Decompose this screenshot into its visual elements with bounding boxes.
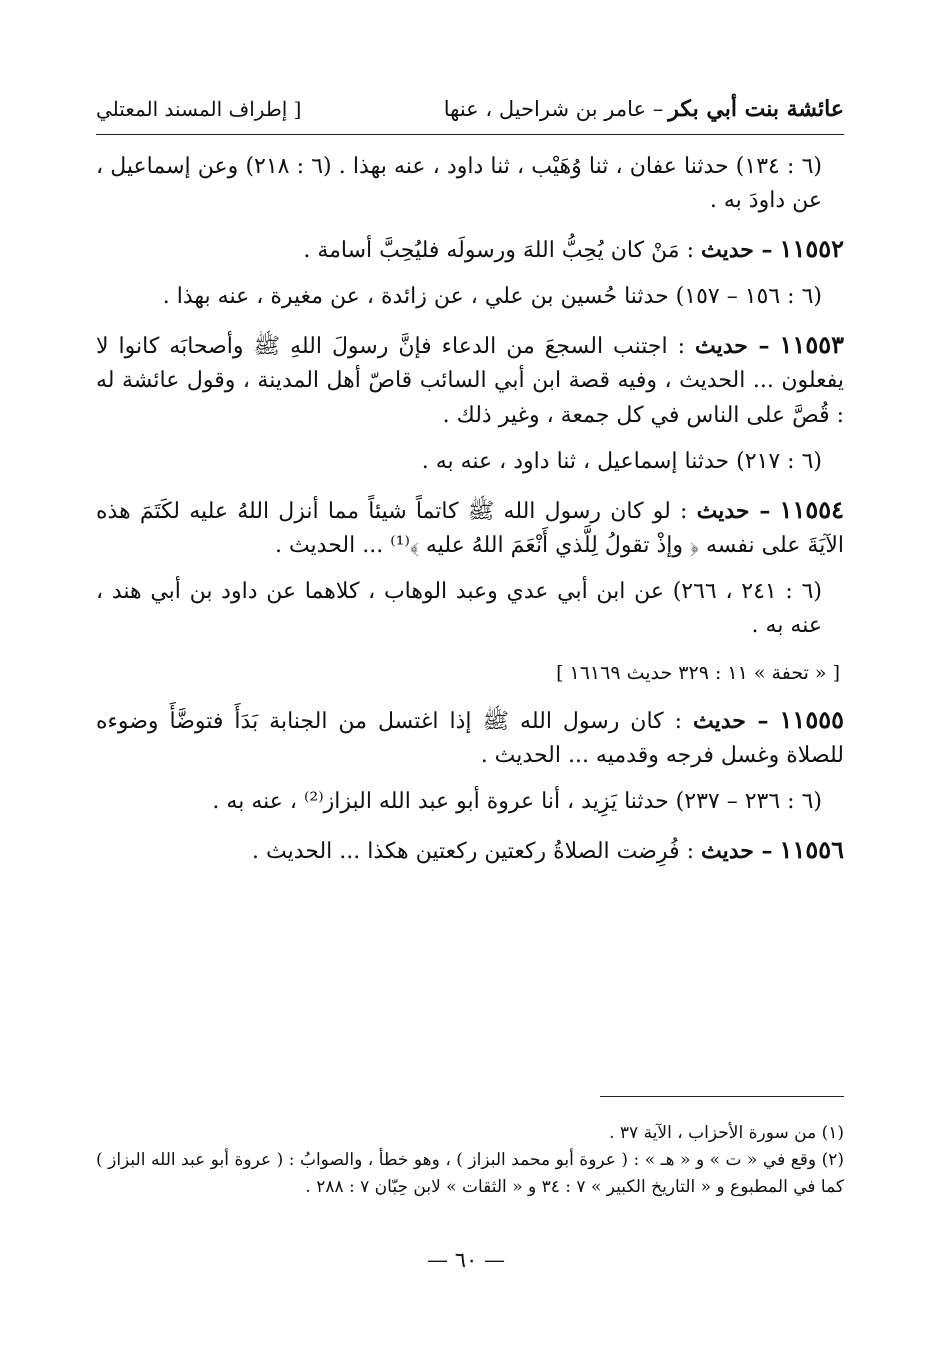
- isnad-line: (٦ : ١٣٤) حدثنا عفان ، ثنا وُهَيْب ، ثنا داود ، عنه بهذا . (٦ : ٢١٨) وعن إسماعيل ، عن داودَ به .: [96, 154, 822, 214]
- isnad-line: (٦ : ٢٣٦ – ٢٣٧) حدثنا يَزِيد ، أنا عروة أبو عبد الله البزاز⁽²⁾ ، عنه به .: [212, 788, 822, 814]
- footnote: (١) من سورة الأحزاب ، الآية ٣٧ .: [609, 1123, 844, 1143]
- page-body: [96, 150, 844, 869]
- hadith-label: – حديث: [701, 837, 773, 864]
- running-header: [96, 96, 844, 132]
- header-title: عائشة بنت أبي بكر: [668, 96, 844, 122]
- hadith-text: : لو كان رسول الله ﷺ كاتماً شيئاً مما أنزل اللهُ عليه لكَتَمَ هذه الآيَةَ على نفسه ﴿ وإذْ تقولُ لِلَّذي أَنْعَمَ اللهُ عليه ﴾⁽¹⁾ ... الحديث .: [96, 498, 844, 558]
- hadith-text: : كان رسول الله ﷺ إذا اغتسل من الجنابة بَدَأَ فتوضَّأَ وضوءه للصلاة وغسل فرجه وقدميه ... الحديث .: [96, 708, 844, 768]
- header-book-title: [ إطراف المسند المعتلي: [96, 97, 302, 121]
- hadith-entry: [96, 491, 844, 563]
- hadith-number: ١١٥٥٤: [779, 494, 844, 524]
- hadith-number: ١١٥٥٣: [779, 330, 844, 360]
- page-number: — ٦٠ —: [427, 1248, 505, 1272]
- footnotes: [96, 1120, 844, 1202]
- tuhfa-reference: [ « تحفة » ١١ : ٣٢٩ حديث ١٦١٦٩ ]: [556, 662, 840, 685]
- hadith-label: – حديث: [693, 707, 769, 734]
- header-subtitle: – عامر بن شراحيل ، عنها: [443, 97, 664, 121]
- hadith-number: ١١٥٥٢: [779, 234, 844, 264]
- isnad-line: (٦ : ١٥٦ – ١٥٧) حدثنا حُسين بن علي ، عن زائدة ، عن مغيرة ، عنه بهذا .: [162, 284, 822, 310]
- hadith-label: – حديث: [696, 497, 771, 524]
- hadith-number: ١١٥٥٦: [779, 834, 844, 864]
- hadith-text: : مَنْ كان يُحِبُّ اللهَ ورسولَه فليُحِبَّ أسامة .: [303, 238, 694, 264]
- hadith-entry: [96, 230, 844, 268]
- isnad-line: (٦ : ٢١٧) حدثنا إسماعيل ، ثنا داود ، عنه به .: [421, 448, 822, 474]
- footnote: (٢) وقع في « ت » و « هـ » : ( عروة أبو محمد البزاز ) ، وهو خطأ ، والصوابُ : ( عروة أبو عبد الله البزاز ) كما في المطبوع و « التاريخ الكبير » ٧ : ٣٤ و « الثقات » لابن حِبّان ٧ : ٢٨٨ .: [96, 1150, 844, 1198]
- hadith-entry: [96, 701, 844, 773]
- hadith-entry: [96, 326, 844, 432]
- hadith-text: : فُرِضت الصلاةُ ركعتين ركعتين هكذا ... الحديث .: [252, 838, 694, 864]
- hadith-entry: [96, 831, 844, 869]
- hadith-label: – حديث: [695, 333, 770, 360]
- hadith-text: : اجتنب السجعَ من الدعاء فإنَّ رسولَ اللهِ ﷺ وأصحابَه كانوا لا يفعلون ... الحديث ، وفيه قصة ابن أبي السائب قاصّ أهل المدينة ، وقول عائشة له : قُصَّ على الناس في كل جمعة ، وغير ذلك .: [96, 334, 844, 428]
- isnad-line: (٦ : ٢٤١ ، ٢٦٦) عن ابن أبي عدي وعبد الوهاب ، كلاهما عن داود بن أبي هند ، عنه به .: [96, 578, 822, 639]
- header-rule: [96, 134, 844, 135]
- hadith-number: ١١٥٥٥: [779, 704, 844, 734]
- hadith-label: – حديث: [701, 237, 773, 264]
- header-chapter: [444, 96, 844, 122]
- footnote-rule: [600, 1096, 844, 1097]
